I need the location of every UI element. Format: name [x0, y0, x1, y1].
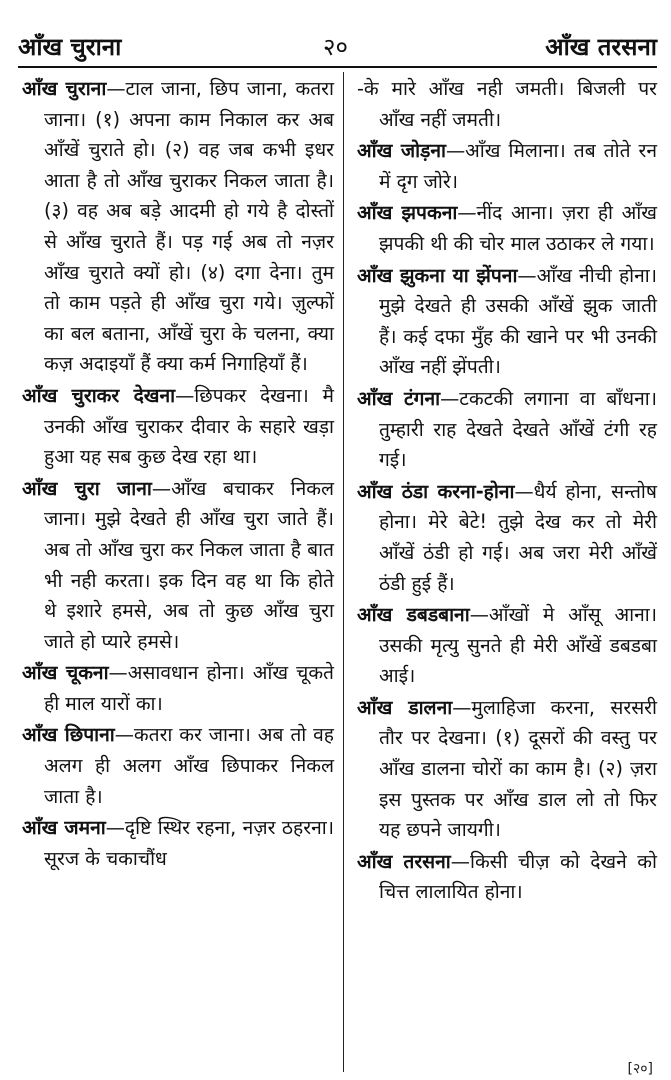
- footer-mark: [२०]: [627, 1061, 653, 1077]
- dictionary-entry: [357, 198, 657, 259]
- page-number: २०: [323, 33, 348, 61]
- dictionary-entry: [357, 384, 657, 476]
- dictionary-entry: [22, 813, 334, 874]
- entry-headword: आँख छिपाना: [22, 723, 115, 747]
- right-column: [357, 74, 657, 909]
- dictionary-entry: [22, 474, 334, 658]
- entry-definition: —धैर्य होना, सन्तोष होना। मेरे बेटे! तुझे देख कर तो मेरी आँखें ठंडी हो गई। अब जरा मेरी आँखें ठंडी हुई हैं।: [379, 479, 657, 595]
- entry-definition: —आँख बचाकर निकल जाना। मुझे देखते ही आँख चुरा जाते हैं। अब तो आँख चुरा कर निकल जाता है बात भी नही करता। इक दिन वह था कि होते थे इशारे हमसे, अब तो कुछ आँख चुरा जाते हो प्यारे हमसे।: [44, 476, 334, 653]
- dictionary-entry: [357, 261, 657, 383]
- entry-definition: —आँखों मे आँसू आना। उसकी मृत्यु सुनते ही मेरी आँखें डबडबा आई।: [379, 603, 657, 688]
- running-head-left: आँख चुराना: [18, 33, 122, 61]
- dictionary-entry: [357, 477, 657, 599]
- entry-headword: आँख डालना: [357, 695, 453, 719]
- entry-headword: आँख डबडबाना: [357, 603, 470, 627]
- entry-headword: आँख झुकना या झेंपना: [357, 263, 518, 287]
- dictionary-entry: [22, 381, 334, 473]
- entry-definition: -के मारे आँख नही जमती। बिजली पर आँख नहीं जमती।: [357, 77, 657, 131]
- dictionary-entry: [357, 136, 657, 197]
- entry-headword: आँख चुराकर देखना: [22, 383, 176, 407]
- header-rule: [18, 66, 657, 68]
- entry-definition: —छिपकर देखना। मै उनकी आँख चुराकर दीवार के सहारे खड़ा हुआ यह सब कुछ देख रहा था।: [44, 383, 334, 469]
- entry-definition: —टकटकी लगाना वा बाँधना। तुम्हारी राह देखते देखते आँखें टंगी रह गई।: [379, 386, 657, 472]
- entry-headword: आँख जोड़ना: [357, 139, 446, 163]
- entry-definition: —दृष्टि स्थिर रहना, नज़र ठहरना। सूरज के चकाचौंध: [44, 816, 334, 870]
- entry-definition: —कतरा कर जाना। अब तो वह अलग ही अलग आँख छिपाकर निकल जाता है।: [44, 723, 334, 808]
- entry-definition: —असावधान होना। आँख चूकते ही माल यारों का।: [44, 661, 334, 715]
- dictionary-entry: [22, 720, 334, 812]
- entry-definition: —किसी चीज़ को देखने को चित्त लालायित होना।: [379, 849, 657, 904]
- entry-definition: —टाल जाना, छिप जाना, कतरा जाना। (१) अपना काम निकाल कर अब आँखें चुराते हो। (२) वह जब कभी इधर आता है तो आँख चुराकर निकल जाता है। (३) वह अब बड़े आदमी हो गये है दोस्तों से आँख चुराते हैं। पड़ गई अब तो नज़र आँख चुराते क्यों हो। (४) दगा देना। तुम तो काम पड़ते ही आँख चुरा गये। ज़ुल्फों का बल बताना, आँखें चुरा के चलना, क्या कज़ अदाइयाँ हैं क्या कर्म निगाहियाँ हैं।: [44, 77, 335, 376]
- dictionary-entry: [22, 74, 334, 380]
- entry-headword: आँख टंगना: [357, 386, 441, 410]
- dictionary-entry: [357, 600, 657, 692]
- entry-headword: आँख चूकना: [22, 661, 109, 685]
- entry-definition: —नींद आना। ज़रा ही आँख झपकी थी की चोर माल उठाकर ले गया।: [379, 201, 657, 255]
- entry-headword: आँख ठंडा करना-होना: [357, 479, 515, 503]
- dictionary-entry: [357, 693, 657, 846]
- running-head-right: आँख तरसना: [545, 33, 657, 61]
- entry-definition: —आँख मिलाना। तब तोते रन में दृग जोरे।: [379, 139, 658, 193]
- dictionary-entry: [357, 74, 657, 135]
- entry-definition: —मुलाहिजा करना, सरसरी तौर पर देखना। (१) दूसरों की वस्तु पर आँख डालना चोरों का काम है। (२) ज़रा इस पुस्तक पर आँख डाल लो तो फिर यह छपने जायगी।: [379, 695, 657, 842]
- entry-headword: आँख जमना: [22, 816, 106, 840]
- entry-definition: —आँख नीची होना। मुझे देखते ही उसकी आँखें झुक जाती हैं। कई दफा मुँह की खाने पर भी उनकी आँख नहीं झेंपती।: [379, 263, 657, 379]
- entry-headword: आँख चुराना: [22, 77, 107, 100]
- dictionary-entry: [357, 847, 657, 908]
- entry-headword: आँख चुरा जाना: [22, 476, 152, 500]
- column-divider: [343, 72, 344, 1072]
- dictionary-entry: [22, 658, 334, 719]
- entry-headword: आँख तरसना: [357, 849, 451, 873]
- page-header: [18, 30, 657, 64]
- entry-headword: आँख झपकना: [357, 201, 458, 225]
- left-column: [22, 74, 334, 875]
